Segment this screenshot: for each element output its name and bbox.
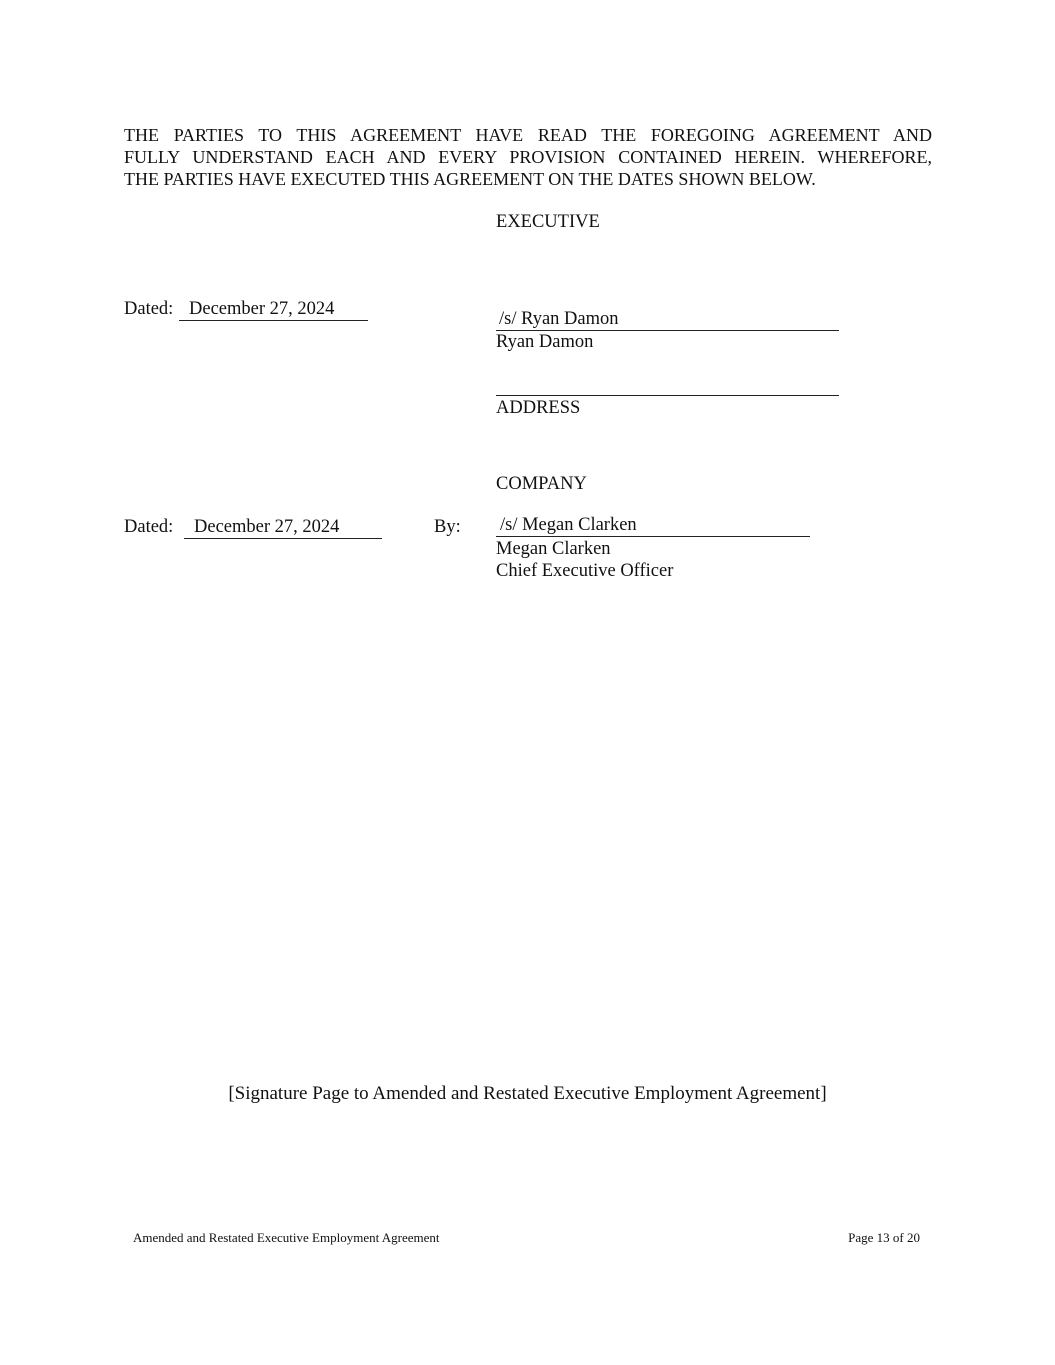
company-heading: COMPANY [496, 474, 587, 494]
intro-line-3: THE PARTIES HAVE EXECUTED THIS AGREEMENT ON THE DATES SHOWN BELOW. [124, 169, 816, 189]
company-signature-line [496, 514, 810, 537]
company-signer-name: Megan Clarken [496, 539, 611, 559]
signature-page-caption: [Signature Page to Amended and Restated Executive Employment Agreement] [228, 1083, 827, 1104]
intro-line-1: THE PARTIES TO THIS AGREEMENT HAVE READ THE FOREGOING AGREEMENT AND [124, 125, 932, 145]
address-line [496, 395, 839, 396]
executive-dated-value: December 27, 2024 [189, 299, 335, 319]
by-label: By: [434, 517, 461, 537]
executive-name: Ryan Damon [496, 332, 594, 352]
address-label: ADDRESS [496, 398, 581, 418]
executive-signature-line [496, 308, 839, 331]
company-dated-label: Dated: [124, 517, 174, 537]
executive-heading: EXECUTIVE [496, 212, 600, 232]
intro-line-2: FULLY UNDERSTAND EACH AND EVERY PROVISION CONTAINED HEREIN. WHEREFORE, [124, 147, 932, 167]
company-signer-title: Chief Executive Officer [496, 561, 674, 581]
footer-document-title: Amended and Restated Executive Employment Agreement [133, 1230, 440, 1245]
executive-dated-label: Dated: [124, 299, 174, 319]
intro-paragraph [124, 124, 932, 190]
company-dated-value: December 27, 2024 [194, 517, 340, 537]
executive-signature: /s/ Ryan Damon [499, 309, 619, 329]
footer-page-number: Page 13 of 20 [848, 1230, 920, 1245]
company-signature: /s/ Megan Clarken [500, 515, 637, 535]
company-dated-field [184, 516, 382, 539]
executive-dated-field [179, 298, 368, 321]
